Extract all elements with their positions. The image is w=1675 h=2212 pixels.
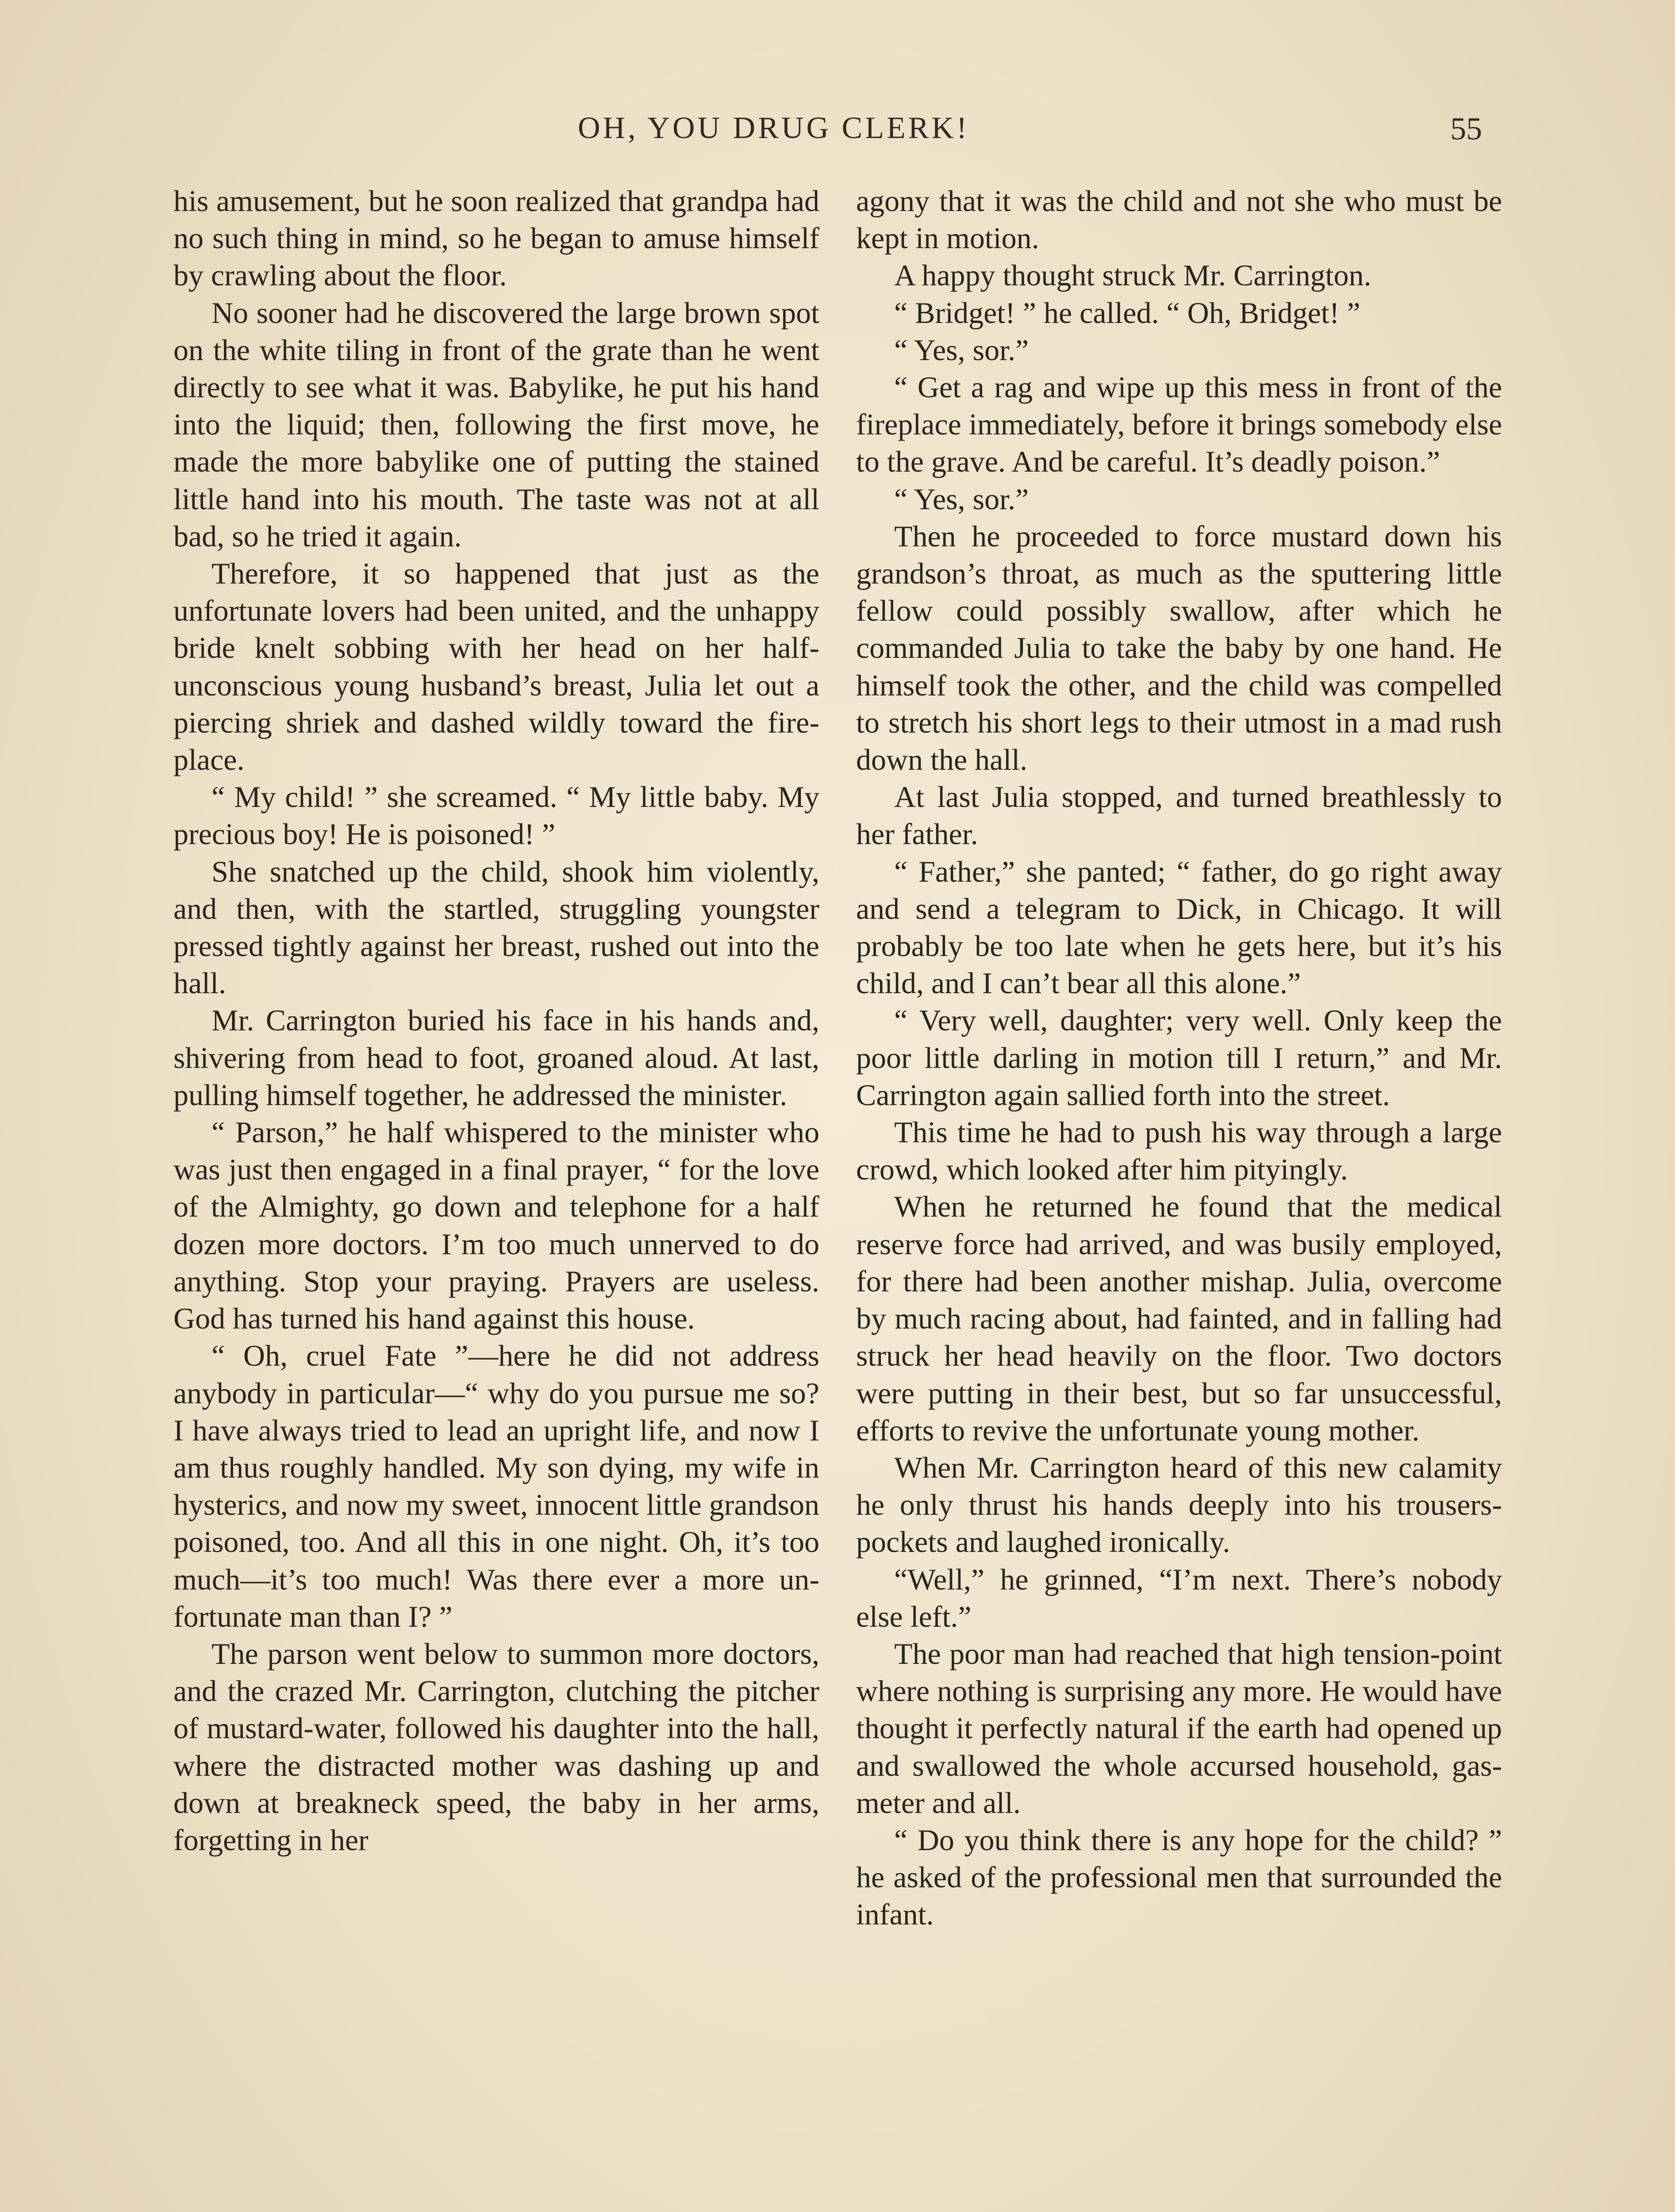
- paragraph: “ Bridget! ” he called. “ Oh, Bridget! ”: [894, 296, 1360, 330]
- paragraph: At last Julia stopped, and turned breathlessly to her father.: [856, 780, 1502, 851]
- paragraph: Therefore, it so happened that just as the unfortunate lovers had been united, and the unhappy bride knelt sobbing with her head on her half-unconscious young husband’s breast, Julia let out a piercing shriek and dashed wildly toward the fireplace.: [173, 557, 819, 777]
- paragraph: When Mr. Carrington heard of this new calamity he only thrust his hands deeply into his trousers-pockets and laughed ironically.: [856, 1450, 1502, 1559]
- paragraph: “ My child! ” she screamed. “ My little baby. My precious boy! He is poisoned! ”: [173, 780, 819, 851]
- paragraph: A happy thought struck Mr. Carrington.: [894, 258, 1372, 292]
- paragraph: “ Get a rag and wipe up this mess in front of the fireplace immediately, before it brings somebody else to the grave. And be careful. It’s deadly poison.”: [856, 370, 1502, 479]
- paragraph: Mr. Carrington buried his face in his hands and, shivering from head to foot, groaned aloud. At last, pulling himself together, he addressed the minister.: [173, 1003, 819, 1112]
- paragraph: The poor man had reached that high tension-point where nothing is surprising any more. He would have thought it perfectly natural if the earth had opened up and swallowed the whole accursed household, gas-meter and all.: [856, 1636, 1502, 1820]
- paragraph: Then he proceeded to force mustard down his grandson’s throat, as much as the sputtering little fellow could possibly swallow, after which he commanded Julia to take the baby by one hand. He himself took the other, and the child was compelled to stretch his short legs to their utmost in a mad rush down the hall.: [856, 519, 1502, 777]
- paragraph: This time he had to push his way through a large crowd, which looked after him pityingly.: [856, 1115, 1502, 1187]
- page-number: 55: [1450, 111, 1482, 146]
- paragraph: “ Do you think there is any hope for the child? ” he asked of the professional men that surrounded the infant.: [856, 1823, 1502, 1932]
- running-title: OH, YOU DRUG CLERK!: [578, 111, 970, 145]
- paragraph: She snatched up the child, shook him violently, and then, with the startled, struggling youngster pressed tightly against her breast, rushed out into the hall.: [173, 854, 819, 1000]
- paragraph: “ Oh, cruel Fate ”—here he did not address anybody in particular—“ why do you pursue me so? I have always tried to lead an upright life, and now I am thus roughly handled. My son dying, my wife in hysterics, and now my sweet, innocent little grandson poisoned, too. And all this in one night. Oh, it’s too much—it’s too much! Was there ever a more unfortunate man than I? ”: [173, 1339, 819, 1633]
- paragraph: “ Parson,” he half whispered to the minister who was just then engaged in a final prayer, “ for the love of the Almighty, go down and telephone for a half dozen more doctors. I’m too much unnerved to do anything. Stop your praying. Prayers are useless. God has turned his hand against this house.: [173, 1115, 819, 1336]
- paragraph: The parson went below to summon more doctors, and the crazed Mr. Carrington, clutching the pitcher of mustard-water, followed his daughter into the hall, where the distracted mother was dashing up and down at breakneck speed, the baby in her arms, forgetting in her: [173, 1636, 819, 1857]
- paragraph: “ Very well, daughter; very well. Only keep the poor little darling in motion till I return,” and Mr. Carrington again sallied forth into the street.: [856, 1003, 1502, 1112]
- paragraph: No sooner had he discovered the large brown spot on the white tiling in front of the grate than he went directly to see what it was. Babylike, he put his hand into the liquid; then, following the first move, he made the more babylike one of putting the stained little hand into his mouth. The taste was not at all bad, so he tried it again.: [173, 296, 819, 553]
- paragraph: “ Father,” she panted; “ father, do go right away and send a telegram to Dick, in Chicago. It will probably be too late when he gets here, but it’s his child, and I can’t bear all this alone.”: [856, 854, 1502, 1000]
- paragraph: “Well,” he grinned, “I’m next. There’s nobody else left.”: [856, 1562, 1502, 1633]
- paragraph: agony that it was the child and not she who must be kept in motion.: [856, 184, 1502, 255]
- paragraph: “ Yes, sor.”: [894, 333, 1029, 367]
- paragraph: When he returned he found that the medical reserve force had arrived, and was busily employed, for there had been another mishap. Julia, overcome by much racing about, had fainted, and in falling had struck her head heavily on the floor. Two doctors were putting in their best, but so far unsuccessful, efforts to revive the unfortunate young mother.: [856, 1190, 1502, 1447]
- left-text-column: [173, 182, 819, 1859]
- right-text-column: [856, 182, 1502, 1933]
- paragraph: “ Yes, sor.”: [894, 482, 1029, 516]
- paragraph: his amusement, but he soon realized that grandpa had no such thing in mind, so he began to amuse himself by crawling about the floor.: [173, 184, 819, 292]
